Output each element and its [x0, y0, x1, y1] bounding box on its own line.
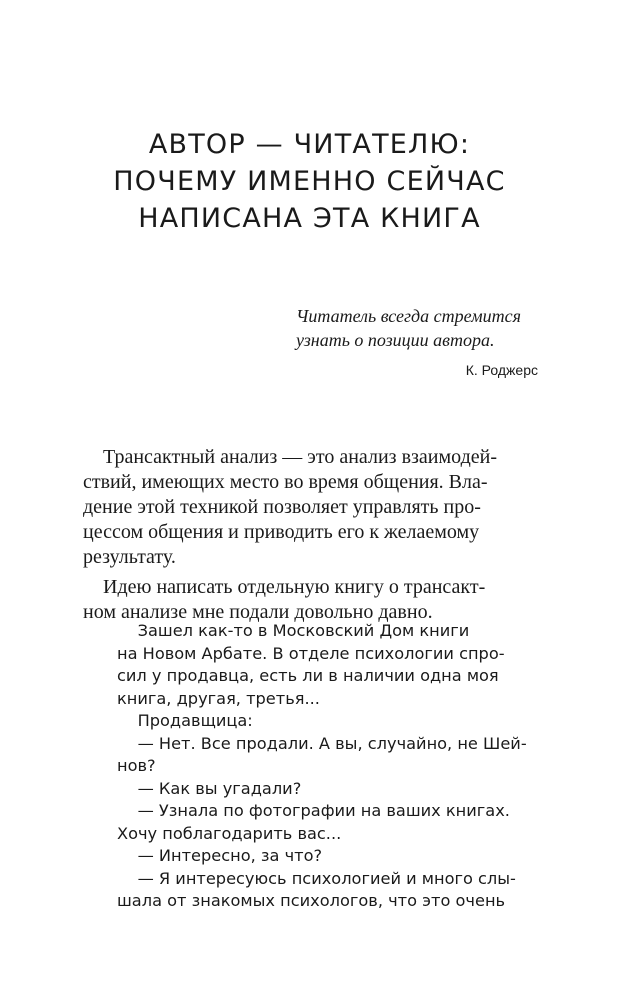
- text-line: ном анализе мне подали довольно давно.: [83, 601, 433, 623]
- text-line: Трансактный анализ — это анализ взаимодей-: [83, 446, 497, 468]
- story-line: нов?: [117, 756, 156, 775]
- story-line: Продавщица:: [117, 711, 253, 730]
- story-text: [117, 620, 527, 913]
- text-line: ствий, имеющих место во время общения. Вла-: [83, 471, 488, 493]
- chapter-title: [0, 126, 619, 237]
- body-text: [83, 445, 541, 625]
- story-line: — Узнала по фотографии на ваших книгах.: [117, 801, 510, 820]
- text-line: Идею написать отдельную книгу о трансакт-: [83, 576, 486, 598]
- text-line: цессом общения и приводить его к желаемому: [83, 521, 480, 543]
- chapter-title-line: НАПИСАНА ЭТА КНИГА: [138, 203, 481, 234]
- story-line: — Нет. Все продали. А вы, случайно, не Шей-: [117, 733, 527, 753]
- story-line: книга, другая, третья...: [117, 688, 320, 708]
- chapter-title-line: АВТОР — ЧИТАТЕЛЮ:: [148, 129, 471, 160]
- epigraph-author: К. Роджерс: [465, 362, 538, 378]
- paragraph: [83, 575, 541, 625]
- story-line: — Как вы угадали?: [117, 778, 302, 798]
- epigraph: [296, 304, 546, 378]
- story-line: Зашел как-то в Московский Дом книги: [117, 621, 470, 640]
- story-line: сил у продавца, есть ли в наличии одна моя: [117, 666, 499, 685]
- story-excerpt: [117, 620, 527, 913]
- story-line: Хочу поблагодарить вас...: [117, 823, 342, 843]
- text-line: результату.: [83, 546, 176, 568]
- story-line: на Новом Арбате. В отделе психологии спро-: [117, 643, 505, 663]
- paragraph: [83, 445, 541, 570]
- story-line: — Интересно, за что?: [117, 846, 323, 865]
- epigraph-quote-line: Читатель всегда стремится: [296, 306, 522, 326]
- text-line: дение этой техникой позволяет управлять про-: [83, 496, 481, 518]
- epigraph-quote-line: узнать о позиции автора.: [296, 330, 495, 350]
- chapter-title-line: ПОЧЕМУ ИМЕННО СЕЙЧАС: [113, 166, 506, 197]
- story-line: шала от знакомых психологов, что это очень: [117, 891, 506, 910]
- story-line: — Я интересуюсь психологией и много слы-: [117, 868, 516, 888]
- epigraph-quote: [296, 304, 546, 352]
